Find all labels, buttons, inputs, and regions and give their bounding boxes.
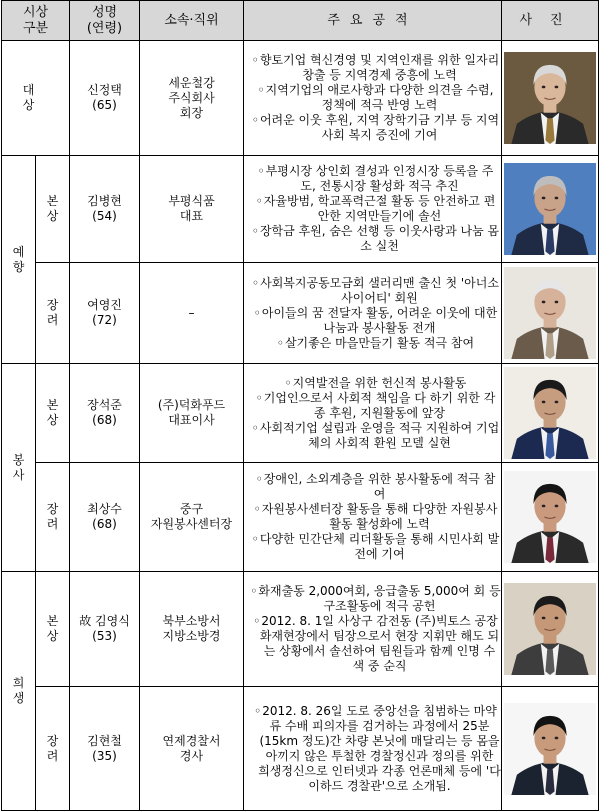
name-cell: 신정택 (65) xyxy=(70,41,140,156)
category-cell xyxy=(2,156,36,364)
subcategory-cell xyxy=(36,687,70,811)
achievements-cell xyxy=(244,572,502,687)
eye-shape xyxy=(555,617,559,620)
achievement-item: ◦ 사회적기업 설립과 운영을 적극 지원하여 기업체의 사회적 환원 모델 실현 xyxy=(244,421,501,451)
subcategory-cell xyxy=(36,156,70,263)
photo-cell xyxy=(502,572,599,687)
table-row xyxy=(2,463,599,572)
award-table xyxy=(1,0,599,811)
affiliation-cell: (주)덕화푸드 대표이사 xyxy=(140,364,244,463)
subcategory-char: 려 xyxy=(46,313,59,327)
portrait-photo xyxy=(504,52,596,144)
affiliation-cell: 부평식품 대표 xyxy=(140,156,244,263)
subcategory-char: 본 xyxy=(46,398,59,412)
subcategory-cell xyxy=(36,572,70,687)
portrait-photo xyxy=(504,367,596,459)
table-row xyxy=(2,572,599,687)
subcategory-char: 장 xyxy=(46,502,59,516)
table-row xyxy=(2,263,599,364)
achievement-item: ◦ 지역기업의 애로사항과 다양한 의견을 수렴, 정책에 적극 반영 노력 xyxy=(244,83,501,113)
table-row xyxy=(2,41,599,156)
photo-cell xyxy=(502,156,599,263)
table-row xyxy=(2,364,599,463)
achievement-item: ◦ 2012. 8. 1일 사상구 감전동 (주)빅토스 공장 화재현장에서 팀장으로서 현장 지휘만 해도 되는 상황에서 솔선하여 팀원들과 함께 인명 수색 중 순직 xyxy=(244,614,501,674)
subcategory-char: 본 xyxy=(46,614,59,628)
achievement-item: ◦ 살기좋은 마을만들기 활동 적극 참여 xyxy=(244,336,501,351)
category-char: 희 xyxy=(12,676,25,690)
subcategory-cell xyxy=(36,463,70,572)
category-char: 예 xyxy=(12,244,25,259)
portrait-photo xyxy=(504,163,596,255)
eye-shape xyxy=(542,301,546,304)
subcategory-char: 상 xyxy=(46,209,59,223)
subcategory-cell xyxy=(36,263,70,364)
category-char: 봉 xyxy=(12,452,25,467)
name-cell: 최상수 (68) xyxy=(70,463,140,572)
name-cell: 故 김영식 (53) xyxy=(70,572,140,687)
eye-shape xyxy=(542,617,546,620)
eye-shape xyxy=(542,736,546,739)
photo-cell xyxy=(502,263,599,364)
affiliation-cell: 세운철강 주식회사 회장 xyxy=(140,41,244,156)
table-row xyxy=(2,687,599,811)
achievements-cell xyxy=(244,687,502,811)
affiliation-cell: 연제경찰서 경사 xyxy=(140,687,244,811)
eye-shape xyxy=(555,197,559,200)
achievement-item: ◦ 자율방범, 학교폭력근절 활동 등 안전하고 편안한 지역만들기에 솔선 xyxy=(244,194,501,224)
header-category: 시상 구분 xyxy=(2,1,70,41)
achievements-cell xyxy=(244,364,502,463)
eye-shape xyxy=(555,505,559,508)
name-cell: 김현철 (35) xyxy=(70,687,140,811)
subcategory-char: 려 xyxy=(46,517,59,531)
category-char: 향 xyxy=(12,259,25,274)
header-affiliation: 소속·직위 xyxy=(140,1,244,41)
achievements-cell xyxy=(244,156,502,263)
achievement-item: ◦ 장학금 후원, 숨은 선행 등 이웃사랑과 나눔 몸소 실천 xyxy=(244,224,501,254)
subcategory-char: 장 xyxy=(46,298,59,312)
header-achievements: 주요공적 xyxy=(244,1,502,41)
affiliation-cell: 중구 자원봉사센터장 xyxy=(140,463,244,572)
portrait-photo xyxy=(504,583,596,675)
subcategory-cell xyxy=(36,364,70,463)
photo-cell xyxy=(502,41,599,156)
subcategory-char: 장 xyxy=(46,733,59,748)
name-cell: 장석준 (68) xyxy=(70,364,140,463)
category-cell: 대 상 xyxy=(2,41,70,156)
achievements-cell xyxy=(244,41,502,156)
category-cell xyxy=(2,364,36,572)
achievements-cell xyxy=(244,463,502,572)
eye-shape xyxy=(542,86,546,89)
achievement-item: ◦ 화재출동 2,000여회, 응급출동 5,000여 회 등 구조활동에 적극 공헌 xyxy=(244,584,501,614)
affiliation-cell: 북부소방서 지방소방경 xyxy=(140,572,244,687)
subcategory-char: 본 xyxy=(46,194,59,208)
name-cell: 김병현 (54) xyxy=(70,156,140,263)
photo-cell xyxy=(502,687,599,811)
eye-shape xyxy=(542,505,546,508)
achievement-item: ◦ 어려운 이웃 후원, 지역 장학기금 기부 등 지역사회 복지 증진에 기여 xyxy=(244,113,501,143)
eye-shape xyxy=(555,736,559,739)
header-photo: 사진 xyxy=(502,1,599,41)
achievement-item: ◦ 사회복지공동모금회 샐러리맨 출신 첫 '아너소사이어티' 회원 xyxy=(244,276,501,306)
category-char: 생 xyxy=(12,691,25,705)
eye-shape xyxy=(542,197,546,200)
eye-shape xyxy=(555,86,559,89)
eye-shape xyxy=(555,301,559,304)
photo-cell xyxy=(502,463,599,572)
name-cell: 여영진 (72) xyxy=(70,263,140,364)
subcategory-char: 상 xyxy=(46,413,59,427)
achievement-item: ◦ 향토기업 혁신경영 및 지역인재를 위한 일자리 창출 등 지역경제 중흥에 노력 xyxy=(244,53,501,83)
achievement-item: ◦ 부평시장 상인회 결성과 인정시장 등록을 주도, 전통시장 활성화 적극 추진 xyxy=(244,164,501,194)
category-char: 사 xyxy=(12,467,25,482)
achievement-item: ◦ 장애인, 소외계층을 위한 봉사활동에 적극 참여 xyxy=(244,472,501,502)
subcategory-char: 려 xyxy=(46,748,59,763)
eye-shape xyxy=(555,401,559,404)
photo-cell xyxy=(502,364,599,463)
affiliation-cell: – xyxy=(140,263,244,364)
achievement-item: ◦ 자원봉사센터장 활동을 통해 다양한 자원봉사활동 활성화에 노력 xyxy=(244,502,501,532)
category-cell xyxy=(2,572,36,811)
achievement-item: ◦ 아이들의 꿈 전달자 활동, 어려운 이웃에 대한 나눔과 봉사활동 전개 xyxy=(244,306,501,336)
subcategory-char: 상 xyxy=(46,629,59,643)
portrait-photo xyxy=(504,703,596,795)
achievement-item: ◦ 다양한 민간단체 리더활동을 통해 시민사회 발전에 기여 xyxy=(244,532,501,562)
achievement-item: ◦ 2012. 8. 26일 도로 중앙선을 침범하는 마약류 수배 피의자를 검거하는 과정에서 25분(15km 정도)간 차량 본닛에 매달리는 등 몸을 아끼지 않은 투철한 경찰정신과 정의를 위한 희생정신으로 인터넷과 각종 언론매체 등에 '다이하드 경찰관'으로 소개됨. xyxy=(244,704,501,794)
achievements-cell xyxy=(244,263,502,364)
eye-shape xyxy=(542,401,546,404)
table-row xyxy=(2,156,599,263)
achievement-item: ◦ 기업인으로서 사회적 책임을 다 하기 위한 각종 후원, 지원활동에 앞장 xyxy=(244,391,501,421)
portrait-photo xyxy=(504,471,596,563)
achievement-item: ◦ 지역발전을 위한 헌신적 봉사활동 xyxy=(244,376,501,391)
portrait-photo xyxy=(504,267,596,359)
header-row xyxy=(2,1,599,41)
header-name: 성명 (연령) xyxy=(70,1,140,41)
